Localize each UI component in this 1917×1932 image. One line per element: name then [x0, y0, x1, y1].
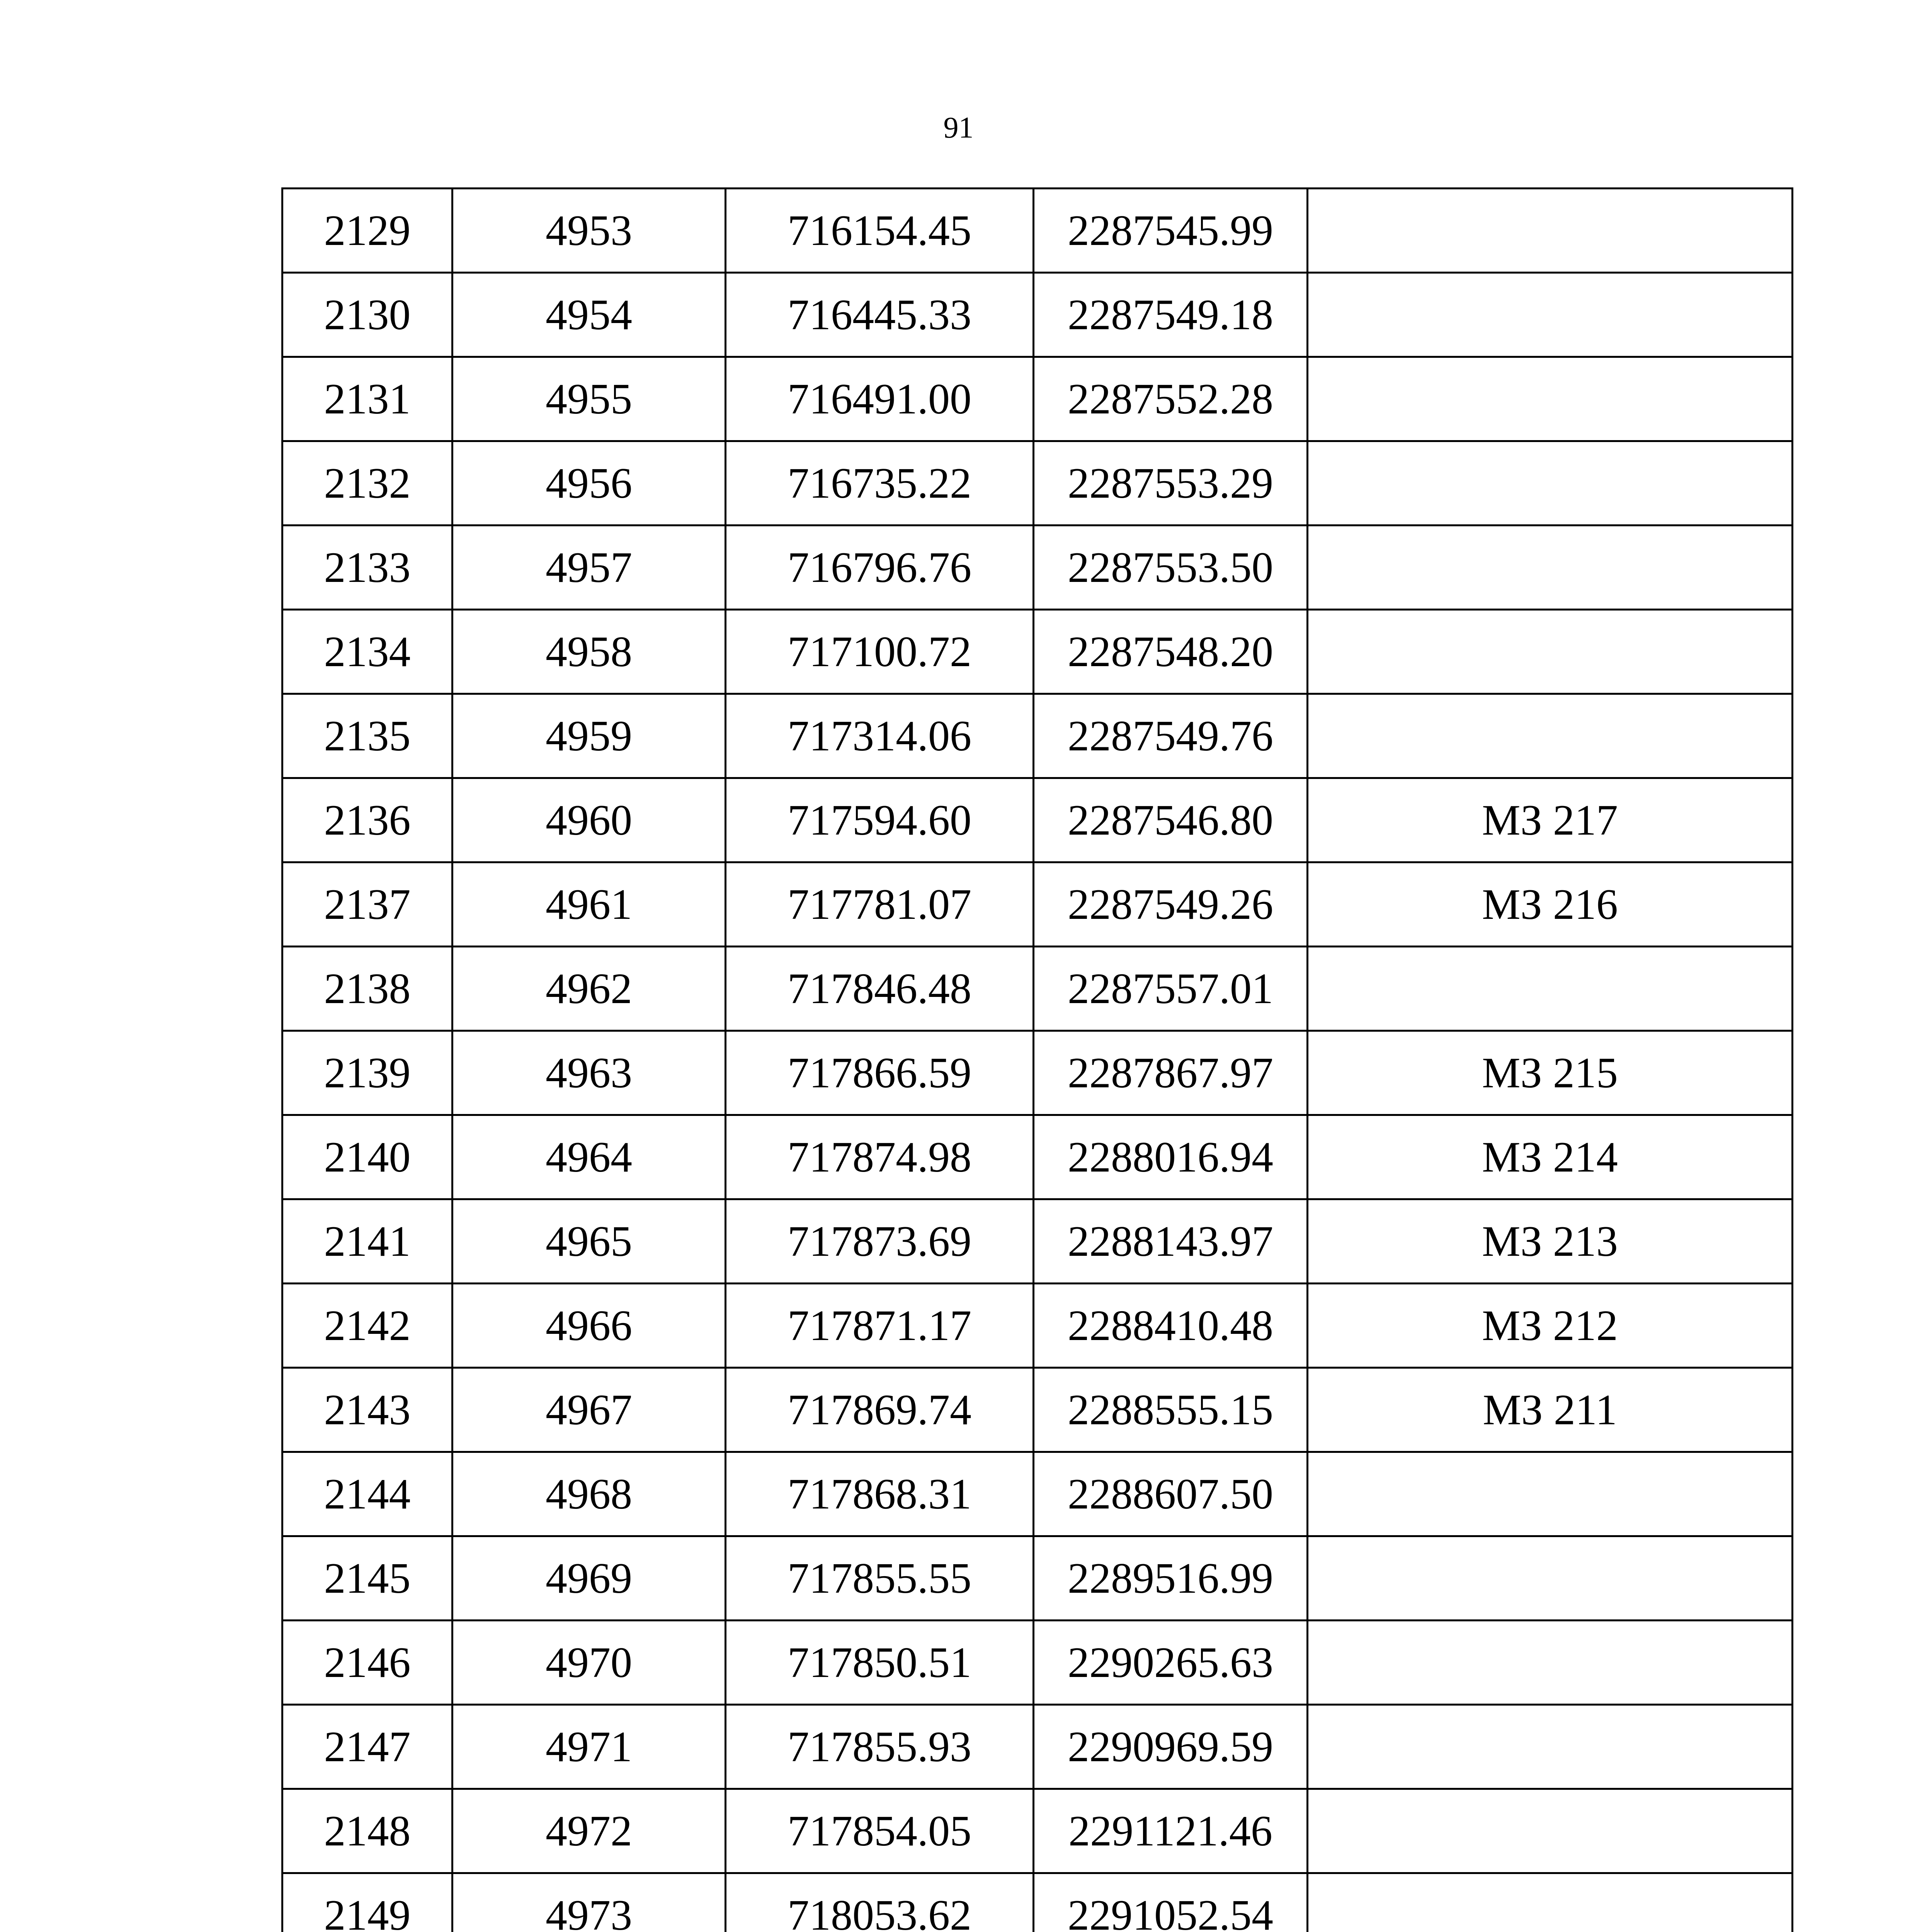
y-coordinate-cell: 2290969.59	[1034, 1705, 1308, 1789]
station-number-cell: 4970	[452, 1621, 726, 1705]
point-number-cell: 2130	[282, 273, 452, 357]
table-row	[282, 1284, 1793, 1368]
station-number-cell: 4954	[452, 273, 726, 357]
y-coordinate-cell: 2288555.15	[1034, 1368, 1308, 1452]
table-row	[282, 1115, 1793, 1199]
x-coordinate-cell: 717874.98	[726, 1115, 1034, 1199]
table-row	[282, 947, 1793, 1031]
marker-cell	[1308, 694, 1793, 778]
x-coordinate-cell: 716154.45	[726, 189, 1034, 273]
table-row	[282, 1031, 1793, 1115]
marker-cell	[1308, 1621, 1793, 1705]
y-coordinate-cell: 2287549.76	[1034, 694, 1308, 778]
station-number-cell: 4966	[452, 1284, 726, 1368]
station-number-cell: 4963	[452, 1031, 726, 1115]
x-coordinate-cell: 716445.33	[726, 273, 1034, 357]
station-number-cell: 4969	[452, 1536, 726, 1621]
table-row	[282, 1705, 1793, 1789]
table-row	[282, 189, 1793, 273]
marker-cell: МЗ 213	[1308, 1199, 1793, 1284]
table-row	[282, 610, 1793, 694]
station-number-cell: 4973	[452, 1873, 726, 1932]
y-coordinate-cell: 2288607.50	[1034, 1452, 1308, 1536]
table-row	[282, 1873, 1793, 1932]
station-number-cell: 4962	[452, 947, 726, 1031]
marker-cell	[1308, 1536, 1793, 1621]
x-coordinate-cell: 717866.59	[726, 1031, 1034, 1115]
station-number-cell: 4964	[452, 1115, 726, 1199]
table-row	[282, 1199, 1793, 1284]
table-row	[282, 1789, 1793, 1873]
station-number-cell: 4961	[452, 862, 726, 947]
y-coordinate-cell: 2287546.80	[1034, 778, 1308, 862]
point-number-cell: 2148	[282, 1789, 452, 1873]
marker-cell: МЗ 217	[1308, 778, 1793, 862]
x-coordinate-cell: 718053.62	[726, 1873, 1034, 1932]
point-number-cell: 2134	[282, 610, 452, 694]
y-coordinate-cell: 2287552.28	[1034, 357, 1308, 441]
y-coordinate-cell: 2288410.48	[1034, 1284, 1308, 1368]
y-coordinate-cell: 2287557.01	[1034, 947, 1308, 1031]
marker-cell	[1308, 357, 1793, 441]
y-coordinate-cell: 2289516.99	[1034, 1536, 1308, 1621]
station-number-cell: 4958	[452, 610, 726, 694]
y-coordinate-cell: 2287867.97	[1034, 1031, 1308, 1115]
marker-cell	[1308, 526, 1793, 610]
table-body	[282, 189, 1793, 1932]
marker-cell: МЗ 212	[1308, 1284, 1793, 1368]
y-coordinate-cell: 2287553.29	[1034, 441, 1308, 526]
x-coordinate-cell: 717868.31	[726, 1452, 1034, 1536]
station-number-cell: 4955	[452, 357, 726, 441]
x-coordinate-cell: 717869.74	[726, 1368, 1034, 1452]
marker-cell	[1308, 1705, 1793, 1789]
station-number-cell: 4965	[452, 1199, 726, 1284]
marker-cell: МЗ 214	[1308, 1115, 1793, 1199]
table-row	[282, 273, 1793, 357]
point-number-cell: 2138	[282, 947, 452, 1031]
station-number-cell: 4971	[452, 1705, 726, 1789]
marker-cell	[1308, 1873, 1793, 1932]
point-number-cell: 2129	[282, 189, 452, 273]
station-number-cell: 4953	[452, 189, 726, 273]
x-coordinate-cell: 717100.72	[726, 610, 1034, 694]
point-number-cell: 2143	[282, 1368, 452, 1452]
station-number-cell: 4956	[452, 441, 726, 526]
marker-cell: МЗ 215	[1308, 1031, 1793, 1115]
point-number-cell: 2139	[282, 1031, 452, 1115]
point-number-cell: 2133	[282, 526, 452, 610]
table-row	[282, 778, 1793, 862]
x-coordinate-cell: 716491.00	[726, 357, 1034, 441]
x-coordinate-cell: 717846.48	[726, 947, 1034, 1031]
table-row	[282, 357, 1793, 441]
table-row	[282, 1368, 1793, 1452]
y-coordinate-cell: 2291121.46	[1034, 1789, 1308, 1873]
point-number-cell: 2132	[282, 441, 452, 526]
x-coordinate-cell: 717855.55	[726, 1536, 1034, 1621]
marker-cell	[1308, 610, 1793, 694]
marker-cell	[1308, 441, 1793, 526]
point-number-cell: 2137	[282, 862, 452, 947]
x-coordinate-cell: 717781.07	[726, 862, 1034, 947]
y-coordinate-cell: 2287545.99	[1034, 189, 1308, 273]
table-row	[282, 694, 1793, 778]
table-row	[282, 526, 1793, 610]
table-row	[282, 1621, 1793, 1705]
point-number-cell: 2142	[282, 1284, 452, 1368]
coordinates-table	[281, 187, 1793, 1932]
y-coordinate-cell: 2290265.63	[1034, 1621, 1308, 1705]
station-number-cell: 4959	[452, 694, 726, 778]
station-number-cell: 4968	[452, 1452, 726, 1536]
y-coordinate-cell: 2288016.94	[1034, 1115, 1308, 1199]
marker-cell	[1308, 1452, 1793, 1536]
marker-cell	[1308, 947, 1793, 1031]
marker-cell	[1308, 273, 1793, 357]
y-coordinate-cell: 2287553.50	[1034, 526, 1308, 610]
x-coordinate-cell: 717594.60	[726, 778, 1034, 862]
point-number-cell: 2144	[282, 1452, 452, 1536]
x-coordinate-cell: 717855.93	[726, 1705, 1034, 1789]
marker-cell	[1308, 189, 1793, 273]
table-row	[282, 1536, 1793, 1621]
station-number-cell: 4972	[452, 1789, 726, 1873]
table-row	[282, 441, 1793, 526]
y-coordinate-cell: 2288143.97	[1034, 1199, 1308, 1284]
x-coordinate-cell: 717873.69	[726, 1199, 1034, 1284]
y-coordinate-cell: 2287549.26	[1034, 862, 1308, 947]
marker-cell: МЗ 216	[1308, 862, 1793, 947]
point-number-cell: 2140	[282, 1115, 452, 1199]
marker-cell	[1308, 1789, 1793, 1873]
station-number-cell: 4967	[452, 1368, 726, 1452]
x-coordinate-cell: 717854.05	[726, 1789, 1034, 1873]
point-number-cell: 2131	[282, 357, 452, 441]
point-number-cell: 2141	[282, 1199, 452, 1284]
point-number-cell: 2145	[282, 1536, 452, 1621]
y-coordinate-cell: 2287548.20	[1034, 610, 1308, 694]
x-coordinate-cell: 716735.22	[726, 441, 1034, 526]
x-coordinate-cell: 717850.51	[726, 1621, 1034, 1705]
y-coordinate-cell: 2291052.54	[1034, 1873, 1308, 1932]
table-row	[282, 1452, 1793, 1536]
x-coordinate-cell: 717871.17	[726, 1284, 1034, 1368]
x-coordinate-cell: 717314.06	[726, 694, 1034, 778]
point-number-cell: 2147	[282, 1705, 452, 1789]
point-number-cell: 2146	[282, 1621, 452, 1705]
x-coordinate-cell: 716796.76	[726, 526, 1034, 610]
table-row	[282, 862, 1793, 947]
y-coordinate-cell: 2287549.18	[1034, 273, 1308, 357]
marker-cell: МЗ 211	[1308, 1368, 1793, 1452]
station-number-cell: 4957	[452, 526, 726, 610]
point-number-cell: 2135	[282, 694, 452, 778]
point-number-cell: 2136	[282, 778, 452, 862]
station-number-cell: 4960	[452, 778, 726, 862]
point-number-cell: 2149	[282, 1873, 452, 1932]
page-number: 91	[943, 111, 974, 144]
